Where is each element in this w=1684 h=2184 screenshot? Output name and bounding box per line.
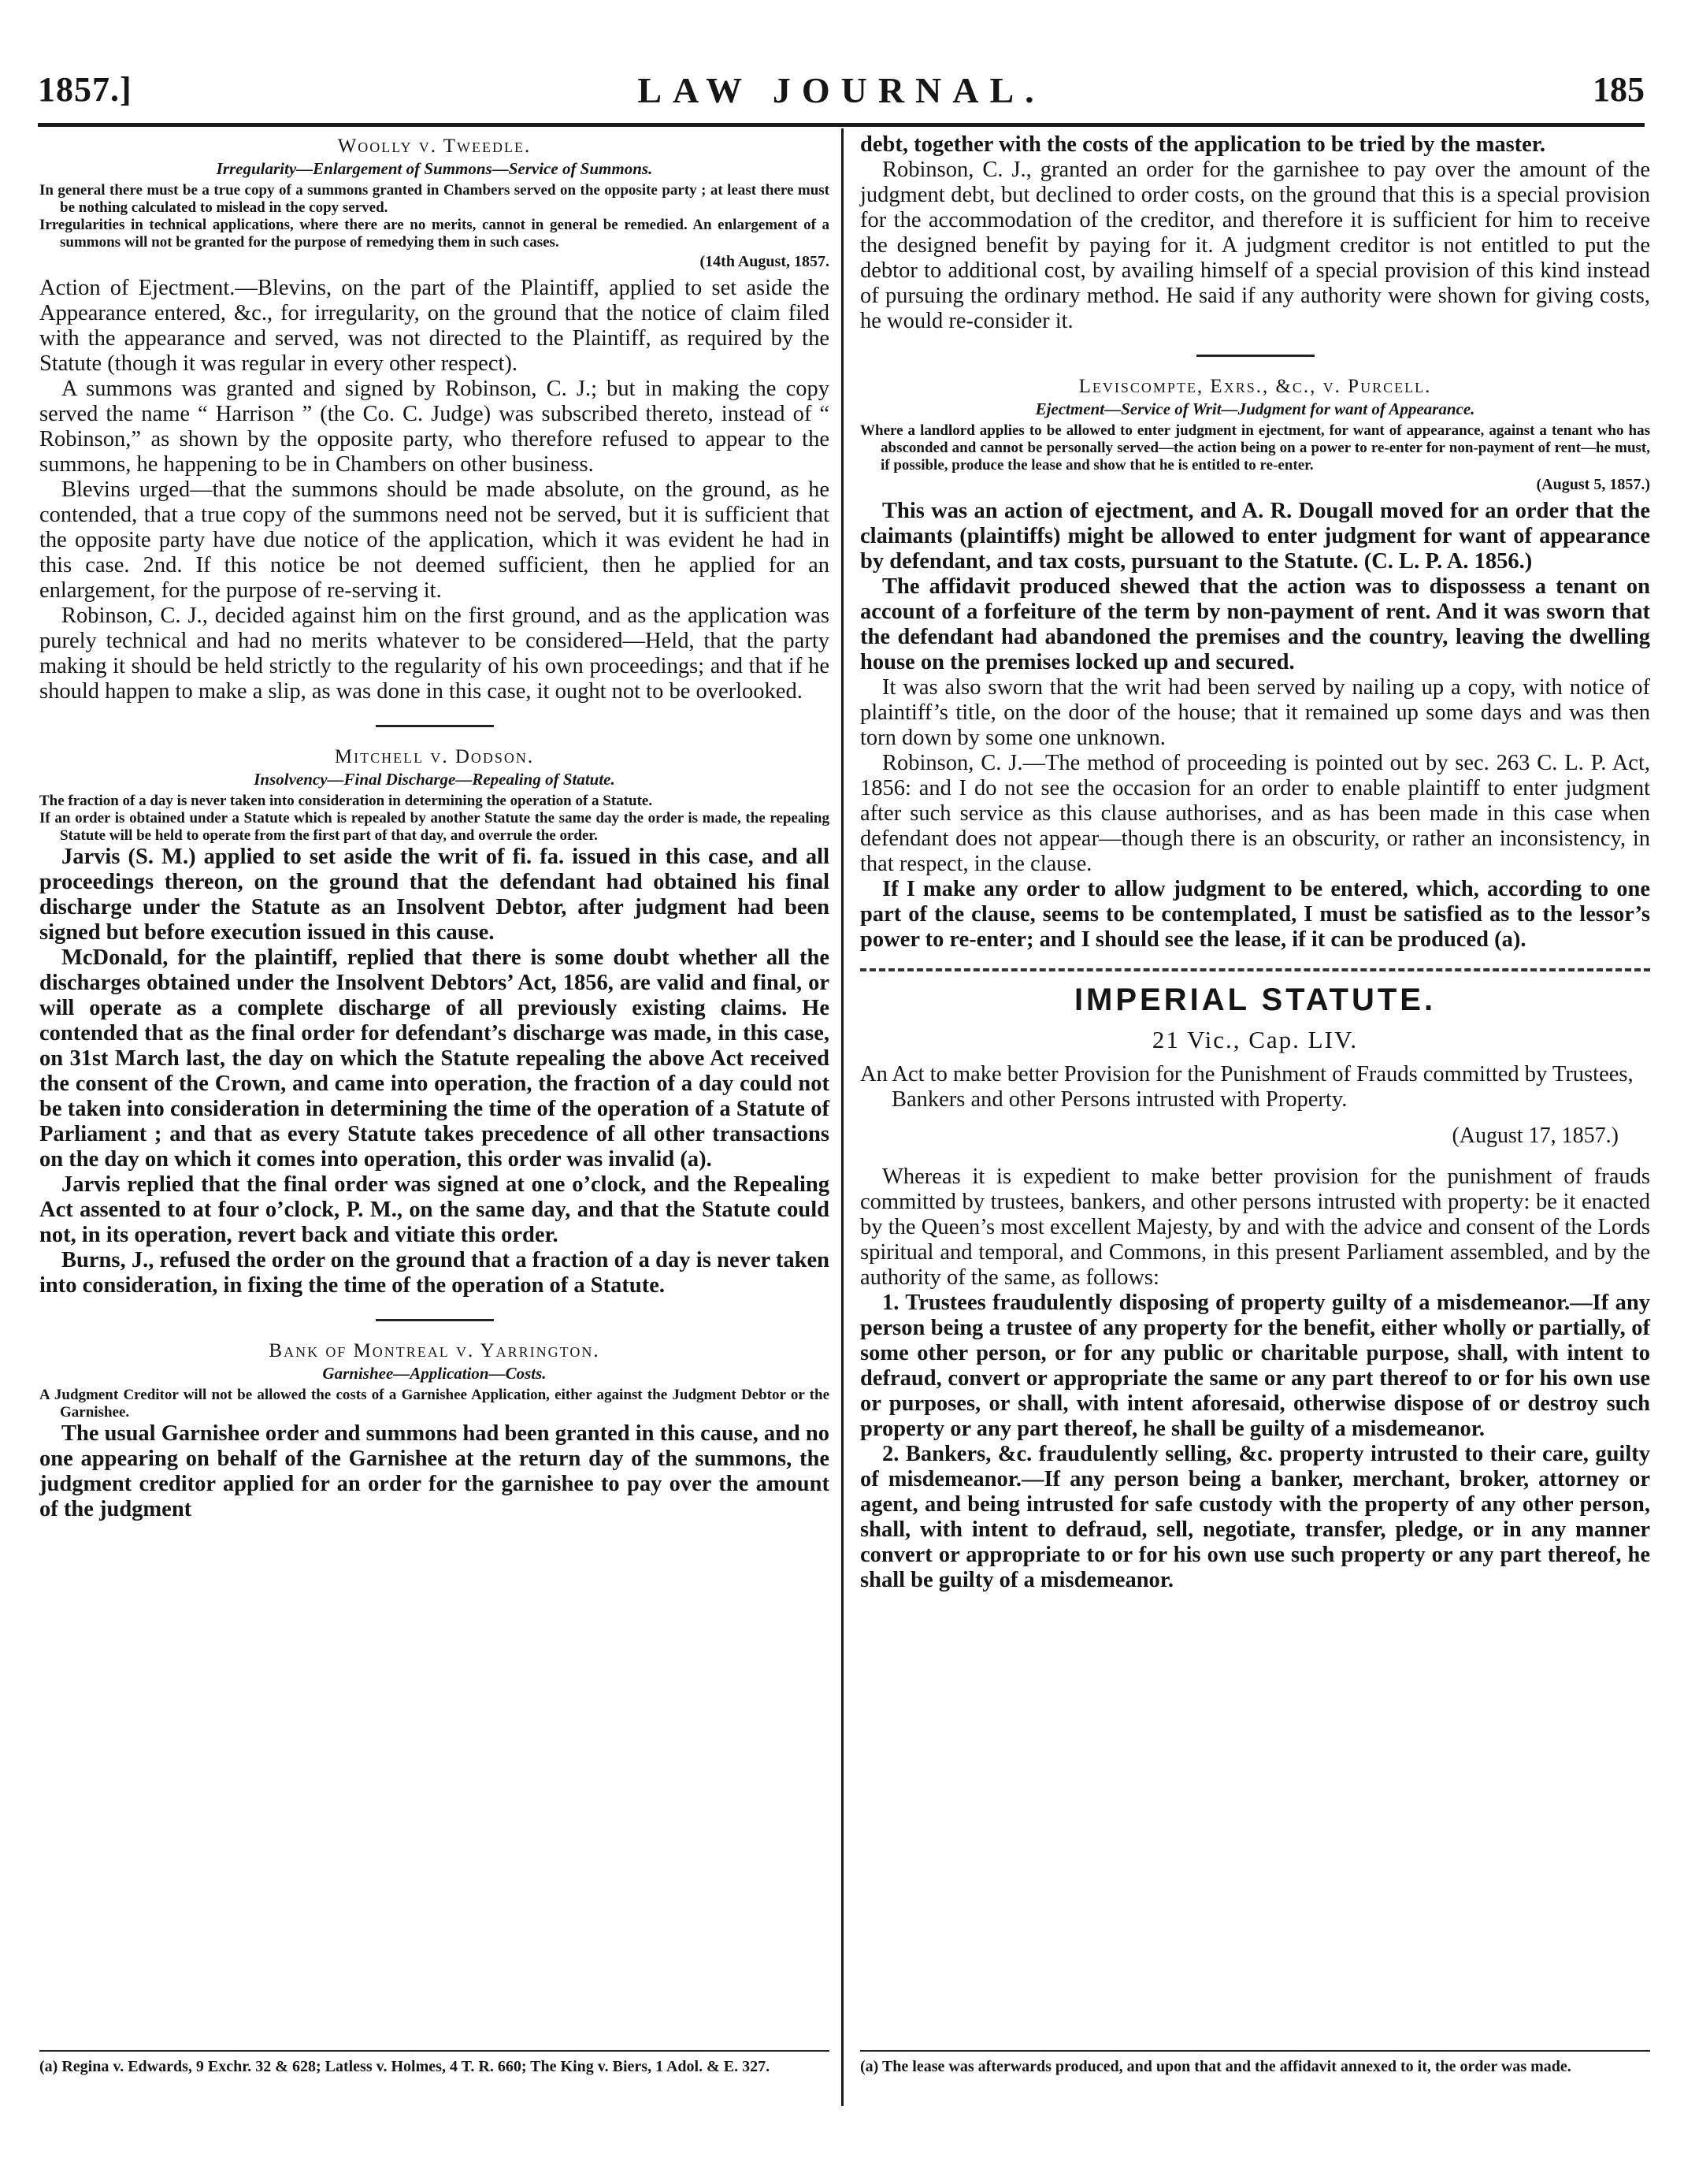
case-subtitle: Ejectment—Service of Writ—Judgment for want of Appearance. [1035,399,1475,418]
body-paragraph: A summons was granted and signed by Robinson, C. J.; but in making the copy served the name “ Harrison ” (the Co. C. Judge) was subscribed thereto, instead of “ Robinson,” as shown by the opposite party, who therefore refused to appear to the summons, he happening to be in Chambers on other business. [39,377,829,477]
header-rule [38,123,1645,127]
running-head [38,69,1645,124]
body-paragraph: Robinson, C. J., decided against him on the first ground, and as the application was purely technical and had no merits whatever to be considered—Held, that the party making it should be held strictly to the regularity of his own proceedings; and that if he should happen to make a slip, as was done in this case, it ought not to be overlooked. [39,604,829,704]
case-leviscompte-v-purcell [860,376,1650,953]
case-date: (14th August, 1857. [699,253,829,270]
footnote-right: (a) The lease was afterwards produced, and upon that and the affidavit annexed to it, the order was made. [860,2058,1571,2075]
case-title: Bank of Montreal v. Yarrington. [269,1340,600,1361]
case-mitchell-v-dodson [39,746,829,1298]
body-paragraph: Blevins urged—that the summons should be made absolute, on the ground, as he contended, that a true copy of the summons need not be served, but it is sufficient that the opposite party have due notice of the application, which it was evident he had in this case. 2nd. If this notice be not deemed sufficient, then he applied for an enlargement, for the purpose of re-serving it. [39,477,829,603]
footnote-rule [39,2050,829,2052]
page-number: 185 [1593,70,1645,109]
right-column [860,132,1650,1593]
body-paragraph: McDonald, for the plaintiff, replied that there is some doubt whether all the discharges obtained under the Insolvent Debtors’ Act, 1856, are valid and final, or will operate as a complete discharge of all previously existing claims. He contended that as the final order for defendant’s discharge was made, in this case, on 31st March last, the day on which the Statute repealing the above Act received the consent of the Crown, and came into operation, the fraction of a day could not be taken into consideration in determining the time of the operation of a Statute of Parliament ; and that as every Statute takes precedence of all other transactions on the day on which it comes into operation, this order was invalid (a). [39,945,829,1172]
section-separator [1196,355,1315,357]
section-separator [376,725,494,727]
header-year: 1857.] [38,70,132,109]
footnote-rule [860,2050,1650,2052]
footnote-left: (a) Regina v. Edwards, 9 Exchr. 32 & 628; Latless v. Holmes, 4 T. R. 660; The King v. Biers, 1 Adol. & E. 327. [39,2058,770,2075]
case-title: Mitchell v. Dodson. [334,746,535,767]
case-date: (August 5, 1857.) [1536,476,1650,493]
act-date: (August 17, 1857.) [1452,1124,1619,1148]
imperial-statute [860,982,1650,1593]
body-paragraph: This was an action of ejectment, and A. R. Dougall moved for an order that the claimants (plaintiffs) might be allowed to enter judgment for want of appearance by defendant, and tax costs, pursuant to the Statute. (C. L. P. A. 1856.) [860,499,1650,574]
body-paragraph: Jarvis replied that the final order was signed at one o’clock, and the Repealing Act assented to at four o’clock, P. M., on the same day, and that the Statute could not, in its operation, revert back and vitiate this order. [39,1172,829,1247]
case-woolly-v-tweedle [39,136,829,704]
left-column [39,132,829,1522]
statute-rule [860,968,1650,971]
body-paragraph: The usual Garnishee order and summons had been granted in this cause, and no one appearing on behalf of the Garnishee at the return day of the summons, the judgment creditor applied for an order for the garnishee to pay over the amount of the judgment [39,1421,829,1521]
headnote: If an order is obtained under a Statute which is repealed by another Statute the same day the order is made, the repealing Statute will be held to operate from the first part of that day, and overrule the order. [39,810,829,844]
case-subtitle: Insolvency—Final Discharge—Repealing of Statute. [254,770,615,789]
body-paragraph: Robinson, C. J., granted an order for the garnishee to pay over the amount of the judgment debt, but declined to order costs, on the ground that this is a special provision for the accommodation of the creditor, and therefore it is sufficient for him to receive the designed benefit by paying for it. A judgment creditor is not entitled to put the debtor to additional cost, by availing himself of a special provision of this kind instead of pursuing the ordinary method. He said if any authority were shown for giving costs, he would re-consider it. [860,158,1650,333]
case-subtitle: Irregularity—Enlargement of Summons—Service of Summons. [216,159,653,178]
headnote: Irregularities in technical applications, where there are no merits, cannot in general be remedied. An enlargement of a summons will not be granted for the purpose of remedying them in such cases. [39,217,829,251]
case-bank-of-montreal-v-yarrington [39,1340,829,1522]
headnote: The fraction of a day is never taken into consideration in determining the operation of a Statute. [39,793,653,809]
case-subtitle: Garnishee—Application—Costs. [322,1364,547,1383]
case-title: Leviscompte, Exrs., &c., v. Purcell. [1078,376,1432,397]
statute-section: 1. Trustees fraudulently disposing of property guilty of a misdemeanor.—If any person being a trustee of any property for the benefit, either wholly or partially, of some other person, or for any public or charitable purpose, shall, with intent to defraud, convert or appropriate the same or any part thereof to or for his own use or purposes, or shall, with intent aforesaid, otherwise dispose of or destroy such property or any part thereof, he shall be guilty of a misdemeanor. [860,1291,1650,1441]
act-citation: 21 Vic., Cap. LIV. [1152,1026,1359,1053]
column-divider [841,128,844,2106]
statute-section: 2. Bankers, &c. fraudulently selling, &c. property intrusted to their care, guilty of misdemeanor.—If any person being a banker, merchant, broker, attorney or agent, and being intrusted for safe custody with the property of any other person, shall, with intent to defraud, sell, negotiate, transfer, pledge, or in any manner convert or appropriate to or for his own use such property or any part thereof, he shall be guilty of a misdemeanor. [860,1442,1650,1592]
body-paragraph: Action of Ejectment.—Blevins, on the part of the Plaintiff, applied to set aside the Appearance entered, &c., for irregularity, on the ground that the notice of claim filed with the appearance and served, was not directed to the Plaintiff, as required by the Statute (though it was regular in every other respect). [39,276,829,376]
body-paragraph: The affidavit produced shewed that the action was to dispossess a tenant on account of a forfeiture of the term by non-payment of rent. And it was sworn that the defendant had abandoned the premises and the country, leaving the dwelling house on the premises locked up and secured. [860,574,1650,674]
headnote: In general there must be a true copy of a summons granted in Chambers served on the opposite party ; at least there must be nothing calculated to mislead in the copy served. [39,182,829,216]
body-paragraph: If I make any order to allow judgment to be entered, which, according to one part of the clause, seems to be contemplated, I must be satisfied as to the lessor’s power to re-enter; and I should see the lease, if it can be produced (a). [860,877,1650,952]
headnote: Where a landlord applies to be allowed to enter judgment in ejectment, for want of appearance, against a tenant who has absconded and cannot be personally served—the action being on a power to re-enter for non-payment of rent—he must, if possible, produce the lease and show that he is entitled to re-enter. [860,422,1650,474]
body-paragraph: Burns, J., refused the order on the ground that a fraction of a day is never taken into consideration, in fixing the time of the operation of a Statute. [39,1248,829,1298]
case-title: Woolly v. Tweedle. [337,136,532,157]
body-paragraph: debt, together with the costs of the application to be tried by the master. [860,132,1545,157]
headnote: A Judgment Creditor will not be allowed the costs of a Garnishee Application, either against the Judgment Debtor or the Garnishee. [39,1387,829,1421]
section-separator [376,1319,494,1321]
body-paragraph: Jarvis (S. M.) applied to set aside the writ of fi. fa. issued in this case, and all proceedings thereon, on the ground that the defendant had obtained his final discharge under the Statute as an Insolvent Debtor, after judgment had been signed but before execution issued in this cause. [39,845,829,945]
journal-title: LAW JOURNAL. [637,70,1045,110]
statute-heading: IMPERIAL STATUTE. [1074,982,1437,1017]
continued-case-text [860,132,1650,334]
statute-paragraph: Whereas it is expedient to make better provision for the punishment of frauds committed by trustees, bankers, and other persons intrusted with property: be it enacted by the Queen’s most excellent Majesty, by and with the advice and consent of the Lords spiritual and temporal, and Commons, in this present Parliament assembled, and by the authority of the same, as follows: [860,1164,1650,1290]
body-paragraph: Robinson, C. J.—The method of proceeding is pointed out by sec. 263 C. L. P. Act, 1856: and I do not see the occasion for an order to enable plaintiff to enter judgment after such service as this clause authorises, and as has been made in this case when defendant does not appear—though there is an obscurity, or rather an inconsistency, in that respect, in the clause. [860,751,1650,876]
act-title: An Act to make better Provision for the Punishment of Frauds committed by Trustees, Bankers and other Persons intrusted with Property. [860,1062,1634,1112]
body-paragraph: It was also sworn that the writ had been served by nailing up a copy, with notice of plaintiff’s title, on the door of the house; that it remained up some days and was then torn down by some one unknown. [860,675,1650,750]
